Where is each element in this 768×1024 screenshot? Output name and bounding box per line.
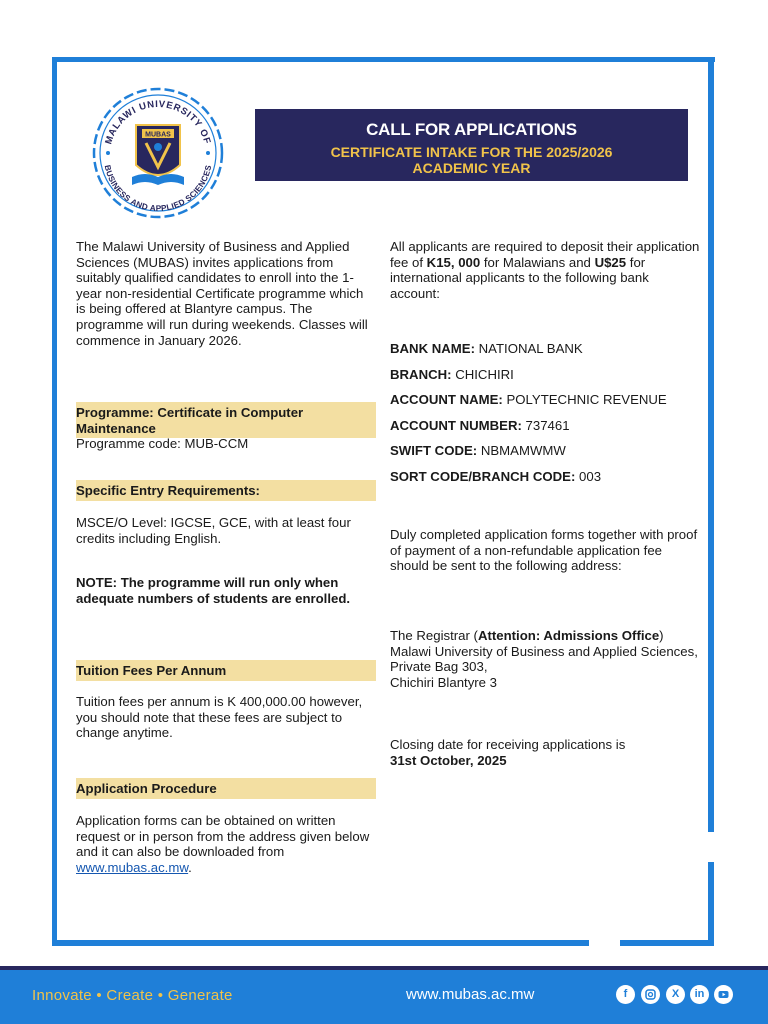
application-procedure-heading: Application Procedure (76, 778, 376, 799)
closing-date: Closing date for receiving applications is 31st October, 2025 (390, 737, 626, 768)
frame-bottom-right (620, 940, 714, 946)
x-icon[interactable]: X (666, 985, 685, 1004)
programme-code: Programme code: MUB-CCM (76, 436, 249, 451)
footer-website[interactable]: www.mubas.ac.mw (406, 986, 535, 1003)
frame-right-lower (708, 862, 714, 946)
entry-requirements-text: MSCE/O Level: IGCSE, GCE, with at least four credits including English. (76, 515, 351, 546)
instagram-icon[interactable] (641, 985, 660, 1004)
banner-subtitle: CERTIFICATE INTAKE FOR THE 2025/2026 ACADEMIC YEAR (330, 144, 613, 176)
entry-requirements-heading: Specific Entry Requirements: (76, 480, 376, 501)
tuition-fees-heading: Tuition Fees Per Annum (76, 660, 376, 681)
frame-right (708, 57, 714, 832)
youtube-icon[interactable] (714, 985, 733, 1004)
account-number-row: ACCOUNT NUMBER: 737461 (390, 418, 570, 433)
registrar-address: The Registrar (Attention: Admissions Office) Malawi University of Business and Applied Sciences, Private Bag 303, Chichiri Blantyre 3 (390, 628, 698, 690)
programme-heading: Programme: Certificate in Computer Maintenance (76, 402, 376, 438)
application-procedure-text: Application forms can be obtained on written request or in person from the address given below and it can also be downloaded from www.mubas.ac.mw. (76, 813, 370, 875)
linkedin-icon[interactable]: in (690, 985, 709, 1004)
frame-top (52, 57, 715, 62)
mubas-logo (88, 85, 228, 220)
sort-code-row: SORT CODE/BRANCH CODE: 003 (390, 469, 602, 484)
account-name-row: ACCOUNT NAME: POLYTECHNIC REVENUE (390, 392, 667, 407)
enrolment-note: NOTE: The programme will run only when adequate numbers of students are enrolled. (76, 575, 351, 606)
header-banner (255, 109, 688, 181)
footer (0, 970, 768, 1024)
intro-paragraph: The Malawi University of Business and Applied Sciences (MUBAS) invites applications from suitably qualified candidates to enroll into the 1-year non-residential Certificate programme which is being offered at Blantyre campus. The programme will run during weekends. Classes will commence in January 2026. (76, 239, 368, 348)
logo-arc-top: MALAWI UNIVERSITY OF (103, 98, 213, 146)
tuition-fees-text: Tuition fees per annum is K 400,000.00 however, you should note that these fees are subject to change anytime. (76, 694, 363, 741)
frame-bottom (52, 940, 589, 946)
forms-paragraph: Duly completed application forms together with proof of payment of a non-refundable application fee should be sent to the following address: (390, 527, 698, 574)
frame-left (52, 57, 57, 946)
facebook-icon[interactable]: f (616, 985, 635, 1004)
banner-title: CALL FOR APPLICATIONS (366, 120, 577, 139)
bank-name-row: BANK NAME: NATIONAL BANK (390, 341, 583, 356)
logo-acronym: MUBAS (145, 131, 171, 139)
deposit-paragraph: All applicants are required to deposit their application fee of K15, 000 for Malawians and U$25 for international applicants to the following bank account: (390, 239, 700, 301)
branch-row: BRANCH: CHICHIRI (390, 367, 514, 382)
logo-arc-bottom: BUSINESS AND APPLIED SCIENCES (102, 164, 214, 214)
website-link[interactable]: www.mubas.ac.mw (76, 859, 189, 875)
slogan: Innovate • Create • Generate (32, 987, 233, 1004)
swift-code-row: SWIFT CODE: NBMAMWMW (390, 443, 566, 458)
